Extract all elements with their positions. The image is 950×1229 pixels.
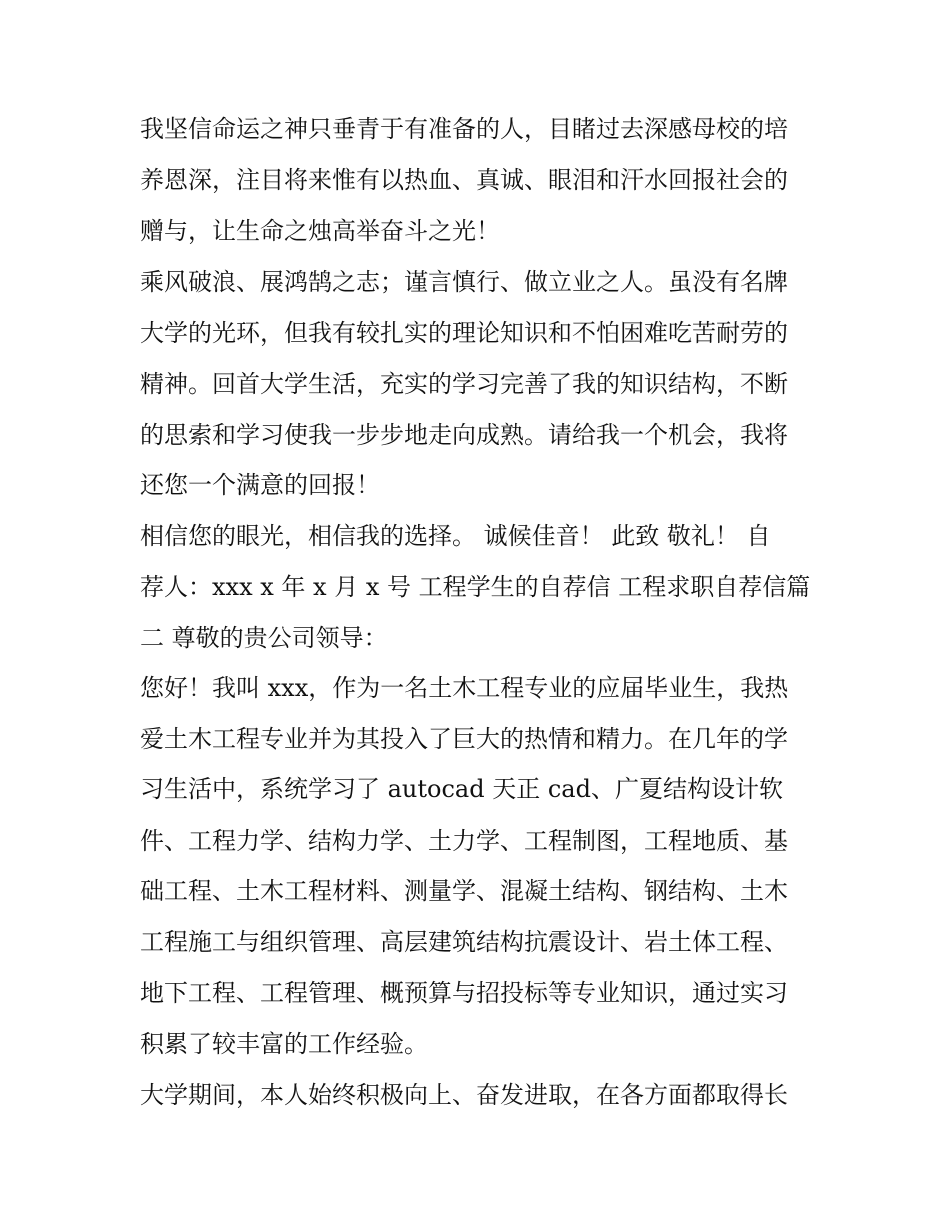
text-line: 我坚信命运之神只垂青于有准备的人，目睹过去深感母校的培 — [140, 115, 788, 143]
text-line: 工程施工与组织管理、高层建筑结构抗震设计、岩土体工程、 — [140, 928, 788, 956]
text-line: 荐人：xxx x 年 x 月 x 号 工程学生的自荐信 工程求职自荐信篇 — [140, 573, 811, 601]
text-line: 养恩深，注目将来惟有以热血、真诚、眼泪和汗水回报社会的 — [140, 166, 788, 194]
text-line: 精神。回首大学生活，充实的学习完善了我的知识结构，不断 — [140, 370, 788, 398]
text-line: 还您一个满意的回报！ — [140, 471, 380, 499]
text-line: 乘风破浪、展鸿鹄之志；谨言慎行、做立业之人。虽没有名牌 — [140, 268, 788, 296]
text-line: 的思索和学习使我一步步地走向成熟。请给我一个机会，我将 — [140, 421, 788, 449]
text-line: 础工程、土木工程材料、测量学、混凝土结构、钢结构、土木 — [140, 877, 788, 905]
text-line: 相信您的眼光，相信我的选择。 诚候佳音！ 此致 敬礼！ 自 — [140, 522, 771, 550]
text-line: 积累了较丰富的工作经验。 — [140, 1030, 428, 1058]
text-line: 二 尊敬的贵公司领导： — [140, 624, 388, 652]
text-line: 赠与，让生命之烛高举奋斗之光！ — [140, 217, 500, 245]
text-line: 地下工程、工程管理、概预算与招投标等专业知识，通过实习 — [140, 979, 788, 1007]
text-line: 习生活中，系统学习了 autocad 天正 cad、广夏结构设计软 — [140, 775, 783, 803]
text-line: 大学的光环，但我有较扎实的理论知识和不怕困难吃苦耐劳的 — [140, 319, 788, 347]
text-line: 您好！我叫 xxx，作为一名土木工程专业的应届毕业生，我热 — [140, 674, 789, 702]
text-line: 爱土木工程专业并为其投入了巨大的热情和精力。在几年的学 — [140, 725, 788, 753]
text-line: 件、工程力学、结构力学、土力学、工程制图，工程地质、基 — [140, 827, 788, 855]
text-line: 大学期间，本人始终积极向上、奋发进取，在各方面都取得长 — [140, 1081, 788, 1109]
